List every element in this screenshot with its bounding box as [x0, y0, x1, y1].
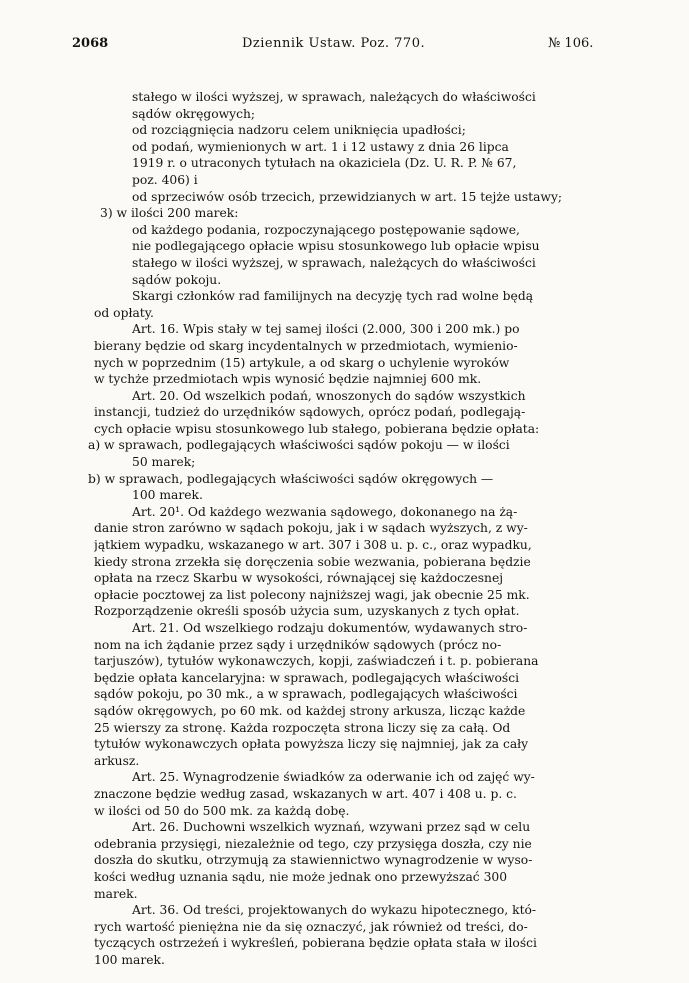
article-16: Art. 16. Wpis stały w tej samej ilości (2.000, 300 i 200 mk.) po [132, 322, 520, 337]
article-26: Art. 26. Duchowni wszelkich wyznań, wzywani przez sąd w celu [132, 820, 531, 835]
article-25: Art. 25. Wynagrodzenie świadków za oderwanie ich od zajęć wy- [132, 770, 535, 785]
text-line: marek. [94, 886, 138, 901]
text-line: Skargi członków rad familijnych na decyzję tych rad wolne będą [132, 289, 534, 304]
text-line: sądów pokoju. [132, 272, 222, 287]
text-line: nie podlegającego opłacie wpisu stosunkowego lub opłacie wpisu [132, 239, 540, 254]
text-line: od podań, wymienionych w art. 1 i 12 ustawy z dnia 26 lipca [132, 139, 509, 154]
text-line: cych opłacie wpisu stosunkowego lub stałego, pobierana będzie opłata: [94, 421, 540, 436]
page-number: 2068 [72, 36, 109, 51]
text-line: od sprzeciwów osób trzecich, przewidzianych w art. 15 tejże ustawy; [132, 189, 563, 204]
text-line: znaczone będzie według zasad, wskazanych w art. 407 i 408 u. p. c. [94, 786, 517, 801]
page-header [0, 36, 689, 56]
article-21: Art. 21. Od wszelkiego rodzaju dokumentów, wydawanych stro- [132, 621, 528, 635]
text-line: w tychże przedmiotach wpis wynosić będzie najmniej 600 mk. [94, 372, 482, 387]
text-line: stałego w ilości wyższej, w sprawach, należących do właściwości [132, 90, 536, 104]
text-line: od rozciągnięcia nadzoru celem uniknięcia upadłości; [132, 123, 466, 138]
article-36: Art. 36. Od treści, projektowanych do wykazu hipotecznego, któ- [132, 903, 537, 918]
text-line: odebrania przysięgi, niezależnie od tego, czy przysięga doszła, czy nie [94, 836, 532, 851]
text-line: Rozporządzenie określi sposób użycia sum, uzyskanych z tych opłat. [94, 604, 520, 619]
text-line: od opłaty. [94, 305, 154, 320]
text-line: kości według uznania sądu, nie może jednak ono przewyższać 300 [94, 869, 508, 884]
text-line: będzie opłata kancelaryjna: w sprawach, podlegających właściwości [94, 670, 520, 685]
text-line: instancji, tudzież do urzędników sądowych, oprócz podań, podlegają- [94, 405, 526, 420]
text-line: arkusz. [94, 753, 140, 768]
text-line: opłata na rzecz Skarbu w wysokości, równającej się każdoczesnej [94, 571, 504, 586]
document-body [88, 89, 616, 968]
article-20-1: Art. 20¹. Od każdego wezwania sądowego, dokonanego na żą- [132, 504, 518, 519]
text-line: sądów pokoju, po 30 mk., a w sprawach, podlegających właściwości [94, 687, 518, 702]
issue-number: № 106. [548, 36, 594, 51]
text-line: doszła do skutku, otrzymują za stawiennictwo wynagrodzenie w wyso- [94, 853, 533, 868]
text-line: poz. 406) i [132, 172, 198, 187]
text-line: bierany będzie od skarg incydentalnych w przedmiotach, wymienio- [94, 338, 518, 353]
text-line: 50 marek; [132, 455, 196, 470]
text-line: 25 wierszy za stronę. Każda rozpoczęta strona liczy się za całą. Od [94, 720, 511, 735]
text-line: jątkiem wypadku, wskazanego w art. 307 i 308 u. p. c., oraz wypadku, [94, 538, 532, 553]
text-line: kiedy strona zrzekła się doręczenia sobie wezwania, pobierana będzie [94, 554, 531, 569]
text-line: nom na ich żądanie przez sądy i urzędników sądowych (prócz no- [94, 637, 502, 652]
text-line: tarjuszów), tytułów wykonawczych, kopji, zaświadczeń i t. p. pobierana [94, 654, 539, 669]
text-line: nych w poprzednim (15) artykule, a od skarg o uchylenie wyroków [94, 355, 510, 370]
text-line: 100 marek. [94, 952, 165, 967]
list-item-a: a) w sprawach, podlegających właściwości sądów pokoju — w ilości [88, 438, 510, 453]
article-20: Art. 20. Od wszelkich podań, wnoszonych do sądów wszystkich [132, 388, 526, 403]
text-line: 1919 r. o utraconych tytułach na okaziciela (Dz. U. R. P. № 67, [132, 156, 517, 171]
text-line: danie stron zarówno w sądach pokoju, jak i w sądach wyższych, z wy- [94, 521, 528, 536]
text-line: od każdego podania, rozpoczynającego postępowanie sądowe, [132, 222, 520, 237]
list-item-3: 3) w ilości 200 marek: [100, 206, 239, 221]
journal-title: Dziennik Ustaw. Poz. 770. [242, 36, 426, 51]
text-line: w ilości od 50 do 500 mk. za każdą dobę. [94, 803, 350, 818]
text-line: tyczących ostrzeżeń i wykreśleń, pobierana będzie opłata stała w ilości [94, 936, 537, 951]
text-line: 100 marek. [132, 488, 203, 503]
text-line: rych wartość pieniężna nie da się oznaczyć, jak również od treści, do- [94, 919, 528, 934]
text-line: sądów okręgowych, po 60 mk. od każdej strony arkusza, licząc każde [94, 703, 526, 718]
text-line: tytułów wykonawczych opłata powyższa liczy się najmniej, jak za cały [94, 737, 529, 752]
text-line: stałego w ilości wyższej, w sprawach, należących do właściwości [132, 255, 536, 270]
text-line: opłacie pocztowej za list polecony najniższej wagi, jak obecnie 25 mk. [94, 587, 530, 602]
text-line: sądów okręgowych; [132, 106, 256, 121]
list-item-b: b) w sprawach, podlegających właściwości sądów okręgowych — [88, 471, 494, 486]
